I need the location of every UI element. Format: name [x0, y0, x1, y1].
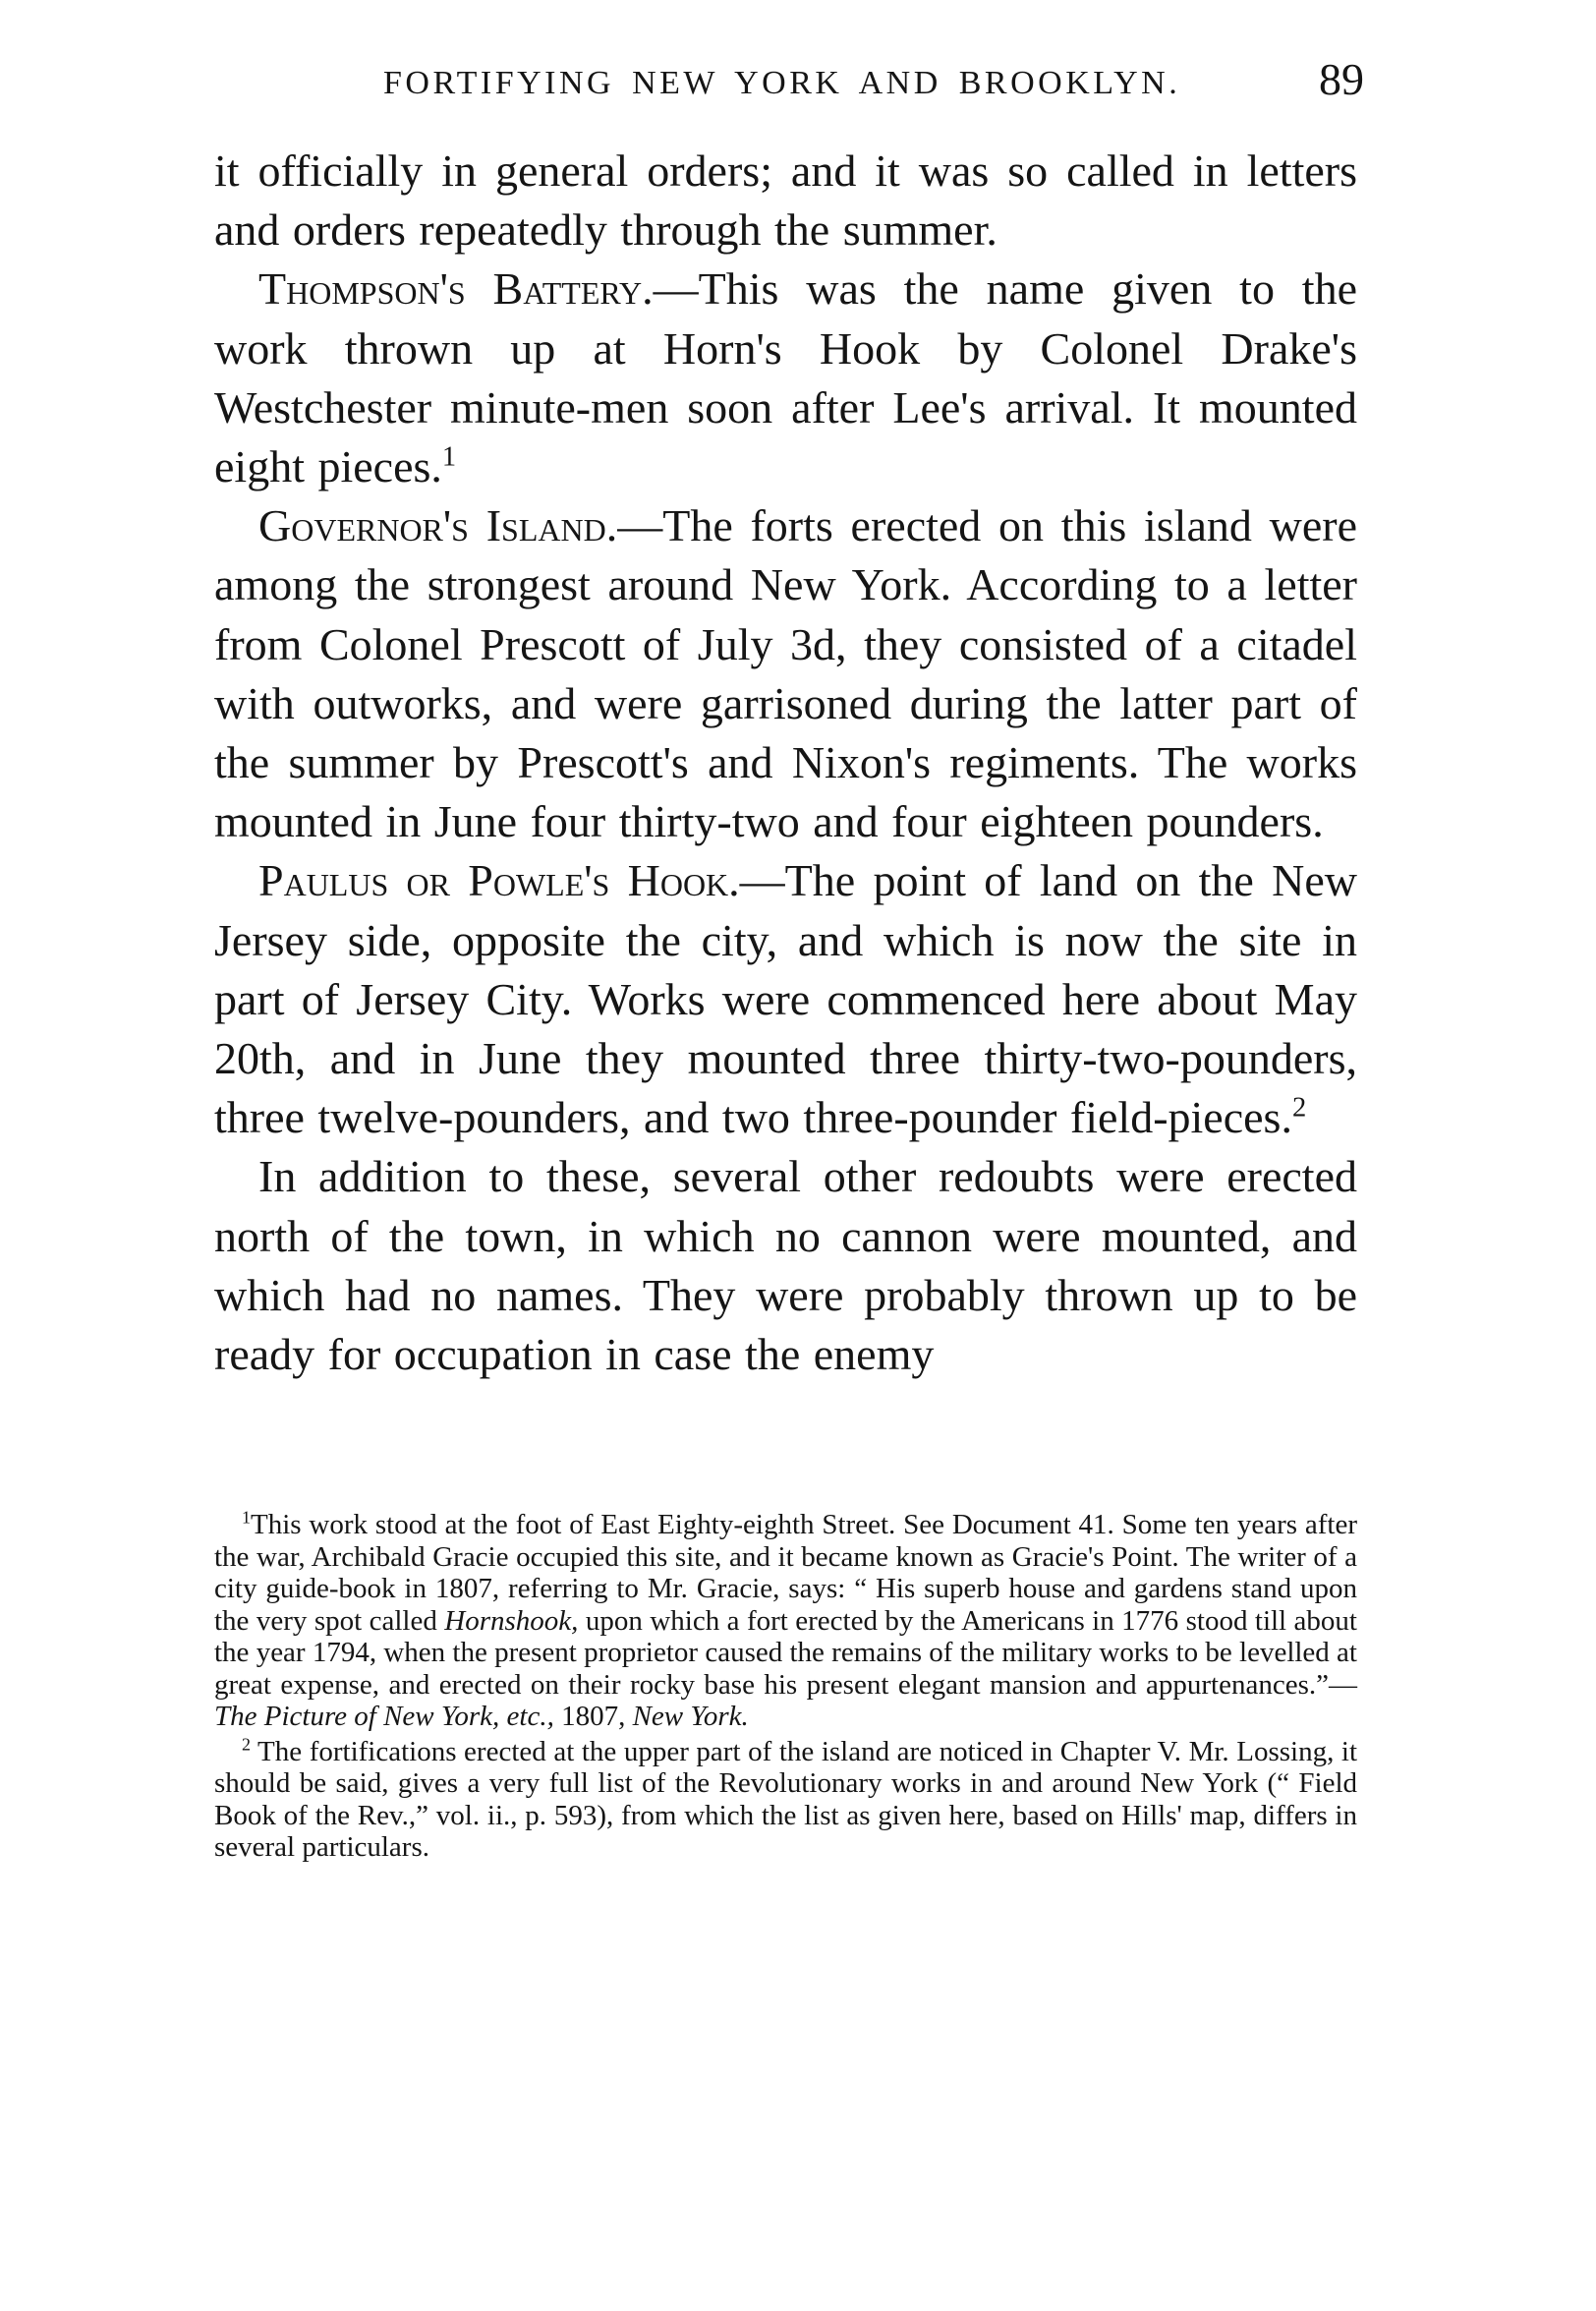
footnote-mark: 2 — [242, 1733, 251, 1754]
paragraph-continuation — [214, 142, 1357, 260]
footnote-text: 1807, — [553, 1701, 633, 1732]
page-number: 89 — [1319, 54, 1364, 104]
section-heading: Paulus or Powle's Hook. — [258, 855, 740, 906]
footnote-ref: 1 — [441, 441, 457, 473]
footnote-italic: New York. — [632, 1701, 749, 1732]
paragraph-governors-island — [214, 496, 1357, 851]
footnotes — [214, 1509, 1357, 1864]
footnote-2 — [214, 1733, 1358, 1864]
footnote-italic: Hornshook, — [444, 1604, 579, 1637]
footnote-ref: 2 — [1291, 1092, 1307, 1124]
paragraph-paulus-hook — [214, 851, 1357, 1147]
paragraph-text: it officially in general orders; and it was so called in letters and orders repeatedly through the summer. — [214, 145, 1357, 256]
footnote-mark: 1 — [242, 1507, 251, 1528]
footnote-text: This work stood at the foot of East Eighty-eighth Street. See Document 41. Some ten years after the war, Archibald Gracie occupied this site, and it became known as Gracie's Point. The writer of a city guide-book in 1807, referring to Mr. Gracie, says: “ His superb house and gardens stand upon the very spot called — [214, 1509, 1357, 1637]
section-heading: Governor's Island. — [258, 500, 618, 551]
paragraph-thompsons-battery — [214, 260, 1357, 496]
footnote-1 — [214, 1509, 1357, 1733]
footnote-text: upon which a fort erected by the Americans in 1776 stood till about the year 1794, when the present proprietor caused the remains of the military works to be levelled at great expense, and erected on their rocky base his present elegant mansion and appurtenances.”— — [214, 1604, 1357, 1701]
paragraph-text: —The point of land on the New Jersey side, opposite the city, and which is now the site in part of Jersey City. Works were commenced here about May 20th, and in June they mounted three thirty-two-pounders, three twelve-pounders, and two three-pounder field-pieces. — [214, 855, 1357, 1143]
footnote-text: The fortifications erected at the upper part of the island are noticed in Chapter V. Mr. Lossing, it should be said, gives a very full list of the Revolutionary works in and around New York (“ Field Book of the Rev.,” vol. ii., p. 593), from which the list as given here, based on Hills' map, differs in several particulars. — [214, 1735, 1358, 1863]
footnote-italic: The Picture of New York, etc., — [214, 1701, 554, 1732]
paragraph-text: In addition to these, several other redoubts were erected north of the town, in which no cannon were mounted, and which had no names. They were probably thrown up to be ready for occupation in case the enemy — [214, 1151, 1357, 1380]
section-heading: Thompson's Battery. — [258, 263, 654, 315]
running-title: FORTIFYING NEW YORK AND BROOKLYN. — [383, 65, 1181, 101]
running-head — [214, 53, 1364, 112]
paragraph-other-redoubts — [214, 1147, 1357, 1384]
paragraph-text: —The forts erected on this island were among the strongest around New York. According to a letter from Colonel Prescott of July 3d, they consisted of a citadel with outworks, and were garrisoned during the latter part of the summer by Prescott's and Nixon's regiments. The works mounted in June four thirty-two and four eighteen pounders. — [214, 500, 1357, 847]
body-text — [214, 142, 1357, 1384]
paragraph-text: —This was the name given to the work thrown up at Horn's Hook by Colonel Drake's Westchester minute-men soon after Lee's arrival. It mounted eight pieces. — [214, 263, 1357, 492]
